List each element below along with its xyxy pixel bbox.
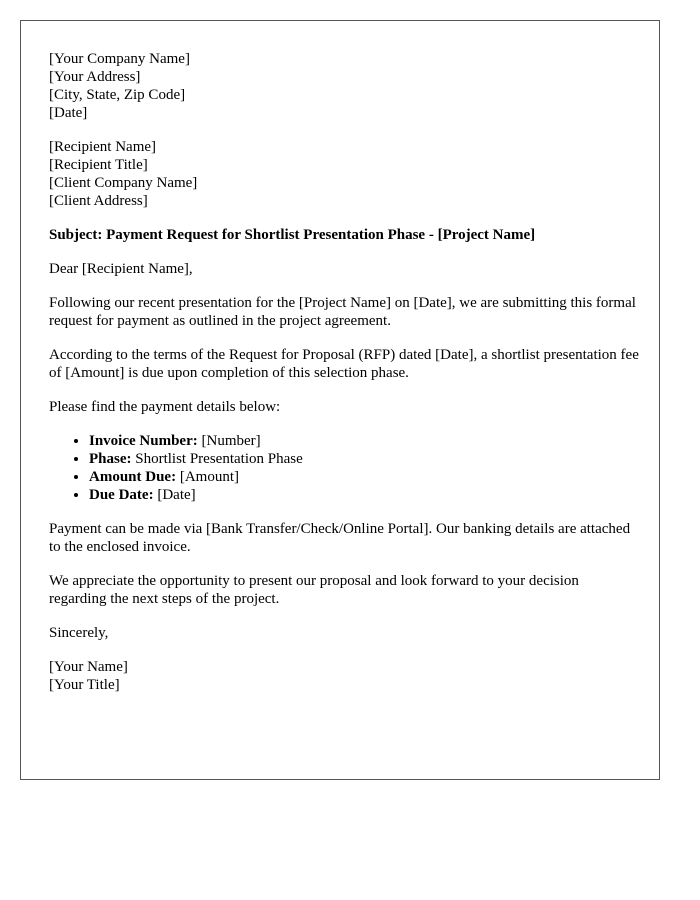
payment-details-list	[49, 432, 639, 504]
recipient-address: [Client Address]	[49, 193, 148, 209]
detail-label: Amount Due:	[89, 469, 177, 485]
signature-name: [Your Name]	[49, 659, 128, 675]
detail-value: Shortlist Presentation Phase	[131, 451, 303, 467]
letter-page	[20, 20, 660, 780]
detail-label: Phase:	[89, 451, 132, 467]
list-item	[89, 486, 639, 504]
detail-label: Invoice Number:	[89, 433, 198, 449]
recipient-block	[49, 138, 639, 210]
signature-title: [Your Title]	[49, 677, 120, 693]
paragraph-intro: Following our recent presentation for the [Project Name] on [Date], we are submitting this formal request for payment as outlined in the project agreement.	[49, 295, 636, 329]
detail-value: [Date]	[153, 487, 196, 503]
list-item	[89, 468, 639, 486]
paragraph-details-intro: Please find the payment details below:	[49, 399, 281, 415]
letter-date: [Date]	[49, 105, 88, 121]
paragraph-terms: According to the terms of the Request for Proposal (RFP) dated [Date], a shortlist presentation fee of [Amount] is due upon completion of this selection phase.	[49, 347, 639, 381]
salutation: Dear [Recipient Name],	[49, 261, 193, 277]
paragraph-appreciation: We appreciate the opportunity to present our proposal and look forward to your decision regarding the next steps of the project.	[49, 573, 579, 607]
letter-content	[49, 50, 639, 710]
recipient-title: [Recipient Title]	[49, 157, 148, 173]
sender-company: [Your Company Name]	[49, 51, 190, 67]
detail-label: Due Date:	[89, 487, 154, 503]
sender-city-state-zip: [City, State, Zip Code]	[49, 87, 186, 103]
list-item	[89, 432, 639, 450]
recipient-name: [Recipient Name]	[49, 139, 157, 155]
detail-value: [Amount]	[176, 469, 240, 485]
paragraph-payment-method: Payment can be made via [Bank Transfer/Check/Online Portal]. Our banking details are attached to the enclosed invoice.	[49, 521, 631, 555]
detail-value: [Number]	[197, 433, 261, 449]
signature-block	[49, 658, 639, 694]
subject-line: Subject: Payment Request for Shortlist Presentation Phase - [Project Name]	[49, 227, 536, 243]
sender-address: [Your Address]	[49, 69, 141, 85]
recipient-company: [Client Company Name]	[49, 175, 198, 191]
sender-block	[49, 50, 639, 122]
list-item	[89, 450, 639, 468]
closing: Sincerely,	[49, 625, 109, 641]
